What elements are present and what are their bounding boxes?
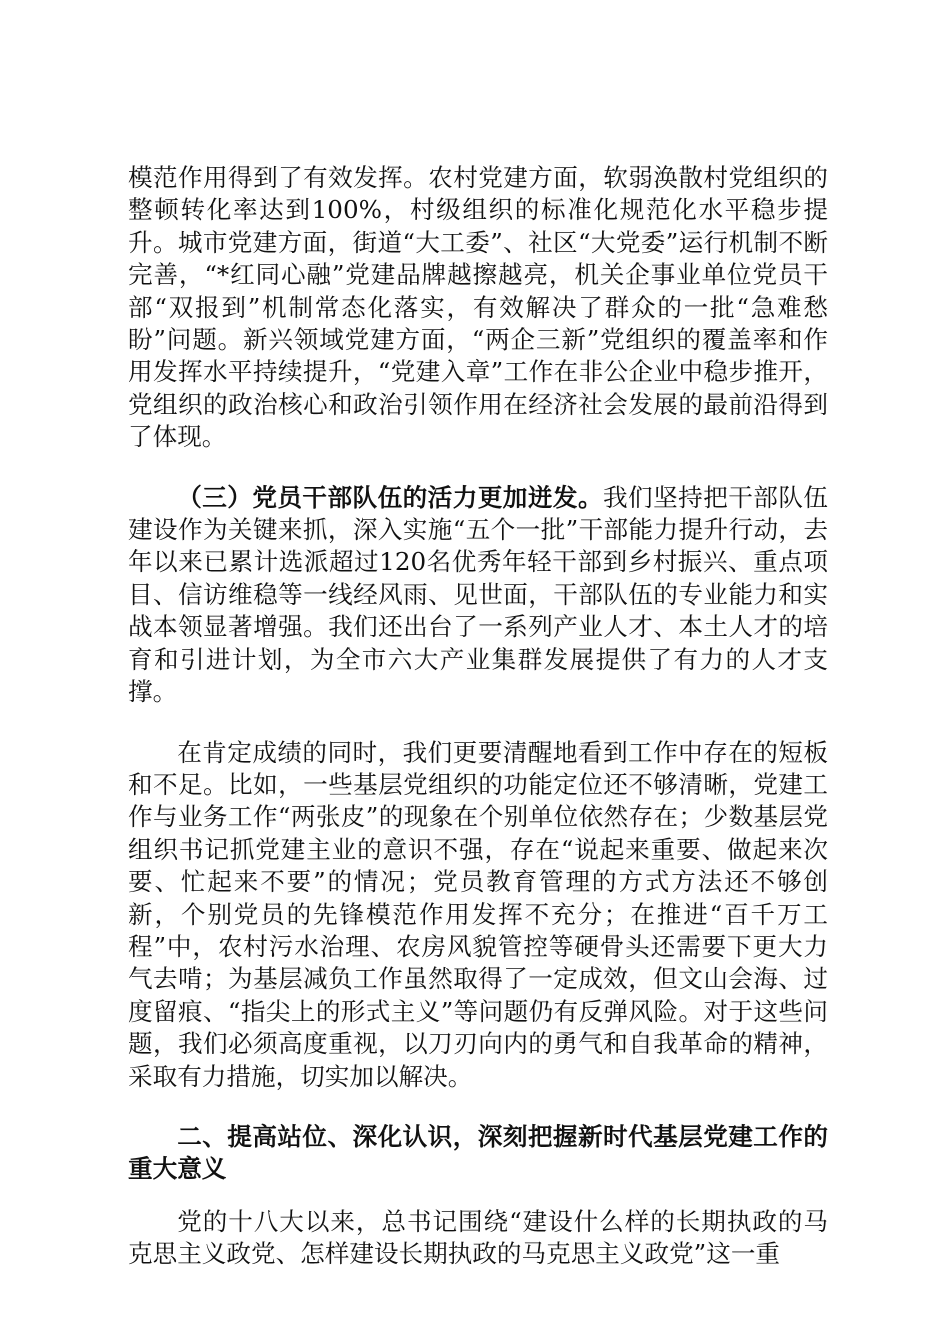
paragraph-body: 我们坚持把干部队伍建设作为关键来抓，深入实施“五个一批”干部能力提升行动，去年以来已累计选派超过120名优秀年轻干部到乡村振兴、重点项目、信访维稳等一线经风雨、见世面，干部队伍的专业能力和实战本领显著增强。我们还出台了一系列产业人才、本土人才的培育和引进计划，为全市六大产业集群发展提供了有力的人才支撑。 bbox=[128, 482, 828, 707]
paragraph-continuation: 模范作用得到了有效发挥。农村党建方面，软弱涣散村党组织的整顿转化率达到100%，村级组织的标准化规范化水平稳步提升。城市党建方面，街道“大工委”、社区“大党委”运行机制不断完善，“*红同心融”党建品牌越擦越亮，机关企事业单位党员干部“双报到”机制常态化落实，有效解决了群众的一批“急难愁盼”问题。新兴领域党建方面，“两企三新”党组织的覆盖率和作用发挥水平持续提升，“党建入章”工作在非公企业中稳步推开，党组织的政治核心和政治引领作用在经济社会发展的最前沿得到了体现。 bbox=[128, 163, 828, 452]
paragraph-cadre-vitality bbox=[128, 482, 828, 709]
paragraph-shortcomings: 在肯定成绩的同时，我们更要清醒地看到工作中存在的短板和不足。比如，一些基层党组织的功能定位还不够清晰，党建工作与业务工作“两张皮”的现象在个别单位依然存在；少数基层党组织书记抓党建主业的意识不强，存在“说起来重要、做起来次要、忙起来不要”的情况；党员教育管理的方式方法还不够创新，个别党员的先锋模范作用发挥不充分；在推进“百千万工程”中，农村污水治理、农房风貌管控等硬骨头还需要下更大力气去啃；为基层减负工作虽然取得了一定成效，但文山会海、过度留痕、“指尖上的形式主义”等问题仍有反弹风险。对于这些问题，我们必须高度重视，以刀刃向内的勇气和自我革命的精神，采取有力措施，切实加以解决。 bbox=[128, 737, 828, 1091]
section-heading-2: 二、提高站位、深化认识，深刻把握新时代基层党建工作的重大意义 bbox=[128, 1121, 828, 1184]
paragraph-lead-heading: （三）党员干部队伍的活力更加迸发。 bbox=[177, 482, 603, 512]
paragraph-section-2-intro: 党的十八大以来，总书记围绕“建设什么样的长期执政的马克思主义政党、怎样建设长期执政的马克思主义政党”这一重 bbox=[128, 1206, 828, 1269]
document-page bbox=[128, 162, 828, 1299]
